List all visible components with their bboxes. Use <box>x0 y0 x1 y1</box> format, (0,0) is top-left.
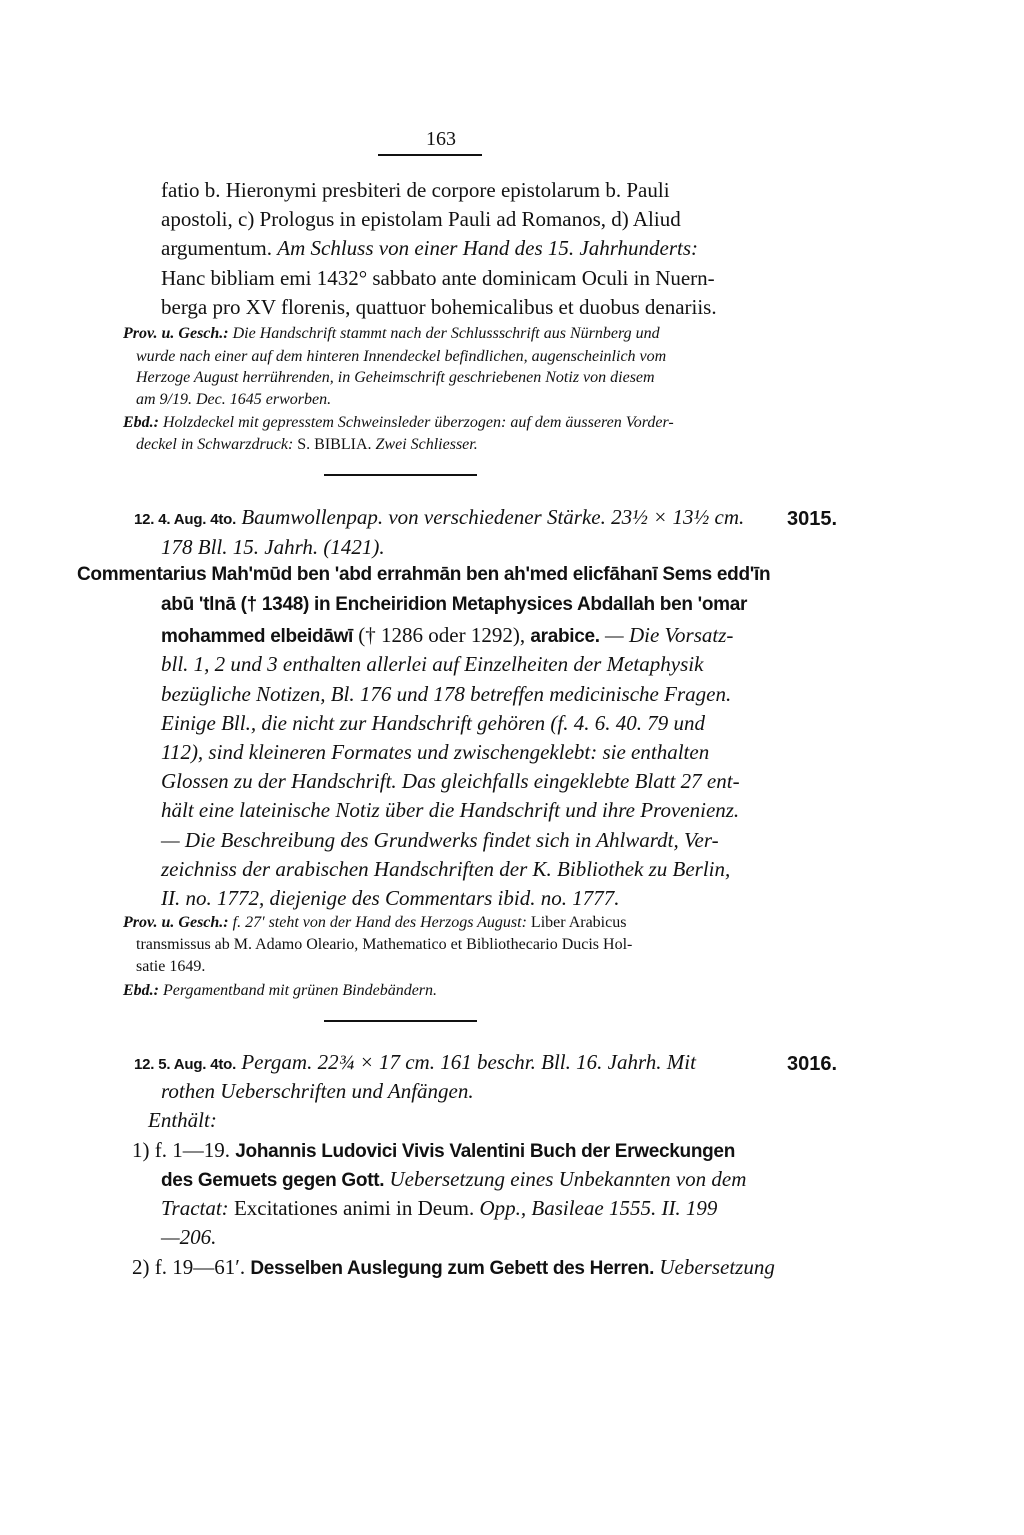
ebd-label: Ebd.: <box>123 414 159 431</box>
italic-line <box>161 652 703 677</box>
italic-line <box>161 769 740 794</box>
item-number: 1) f. 1—19. <box>132 1138 230 1162</box>
prov-note <box>123 914 626 932</box>
body-line: apostoli, c) Prologus in epistolam Pauli ad Romanos, d) Aliud <box>161 207 681 231</box>
description: Pergam. 22¾ × 17 cm. 161 beschr. Bll. 16. Jahrh. Mit <box>241 1050 696 1074</box>
work-title: arabice. <box>530 626 600 647</box>
italic-text: Enthält: <box>148 1108 217 1132</box>
item-line <box>161 1167 746 1192</box>
italic-text: Opp., Basileae 1555. II. 199 <box>479 1196 718 1220</box>
section-divider <box>324 474 477 476</box>
ebd-text: Pergamentband mit grünen Bindebändern. <box>163 982 438 999</box>
description: rothen Ueberschriften und Anfängen. <box>161 1079 474 1103</box>
ebd-text: deckel in Schwarzdruck: <box>136 436 294 453</box>
prov-label: Prov. u. Gesch.: <box>123 914 229 931</box>
italic-line <box>161 711 705 736</box>
italic-text: — Die Vorsatz- <box>605 623 734 647</box>
italic-text: Am Schluss von einer Hand des 15. Jahrhunderts: <box>277 236 698 260</box>
italic-line <box>161 886 619 911</box>
work-title: mohammed elbeidāwī <box>161 626 354 647</box>
ebd-note <box>123 414 674 432</box>
work-title: abū 'tlnā († 1348) in Encheiridion Metaphysices Abdallah ben 'omar <box>161 594 748 615</box>
item-line <box>161 1225 216 1250</box>
italic-text: —206. <box>161 1225 217 1249</box>
prov-note-line: transmissus ab M. Adamo Oleario, Mathematico et Bibliothecario Ducis Hol- <box>136 936 633 953</box>
italic-text: Glossen zu der Handschrift. Das gleichfalls eingeklebte Blatt 27 ent- <box>161 769 740 793</box>
prov-note-line: Herzoge August herrührenden, in Geheimschrift geschriebenen Notiz von diesem <box>136 369 655 386</box>
entry-number: 3016. <box>787 1053 838 1075</box>
body-line: fatio b. Hieronymi presbiteri de corpore epistolarum b. Pauli <box>161 178 670 202</box>
italic-text: Uebersetzung eines Unbekannten von dem <box>389 1167 747 1191</box>
ebd-text: Holzdeckel mit gepresstem Schweinsleder überzogen: auf dem äusseren Vorder- <box>163 414 674 431</box>
shelf-mark: 12. 5. Aug. 4to. <box>134 1056 237 1073</box>
prov-note <box>123 325 660 343</box>
italic-text: Tractat: <box>161 1196 229 1220</box>
item-number: 2) f. 19—61′. <box>132 1255 246 1279</box>
work-title: des Gemuets gegen Gott. <box>161 1170 385 1191</box>
item-line <box>132 1138 735 1163</box>
ebd-text: Zwei Schliesser. <box>375 436 478 453</box>
entry-number: 3015. <box>787 508 838 530</box>
description-line <box>161 535 385 560</box>
entry-3015-header <box>134 505 744 530</box>
title-line <box>161 623 733 648</box>
item-line <box>132 1255 775 1280</box>
italic-text: zeichniss der arabischen Handschriften der K. Bibliothek zu Berlin, <box>161 857 731 881</box>
body-text: († 1286 oder 1292), <box>358 623 526 647</box>
body-text: argumentum. <box>161 236 273 260</box>
prov-text-roman: Liber Arabicus <box>530 914 627 931</box>
italic-line <box>161 828 719 853</box>
description: 178 Bll. 15. Jahrh. (1421). <box>161 535 385 559</box>
section-divider <box>324 1020 477 1022</box>
ebd-label: Ebd.: <box>123 982 159 999</box>
body-text: Excitationes animi in Deum. <box>233 1196 475 1220</box>
title-line <box>77 564 770 586</box>
italic-line <box>161 682 731 707</box>
ebd-note-line <box>136 436 478 454</box>
work-title: Desselben Auslegung zum Gebett des Herren. <box>250 1258 655 1279</box>
page-number-rule <box>378 154 482 156</box>
prov-label: Prov. u. Gesch.: <box>123 325 229 342</box>
work-title: Commentarius Mah'mūd ben 'abd errahmān ben ah'med elicfāhanī Sems edd'īn <box>77 564 771 585</box>
italic-text: 112), sind kleineren Formates und zwischengeklebt: sie enthalten <box>161 740 710 764</box>
prov-text: Die Handschrift stammt nach der Schlussschrift aus Nürnberg und <box>232 325 660 342</box>
italic-text: hält eine lateinische Notiz über die Handschrift und ihre Provenienz. <box>161 798 740 822</box>
description-line <box>161 1079 474 1104</box>
italic-line <box>161 798 739 823</box>
prov-note-line: am 9/19. Dec. 1645 erworben. <box>136 391 332 408</box>
italic-line <box>161 857 730 882</box>
italic-line <box>161 740 709 765</box>
italic-text: bezügliche Notizen, Bl. 176 und 178 betreffen medicinische Fragen. <box>161 682 732 706</box>
prov-text: f. 27′ steht von der Hand des Herzogs August: <box>232 914 527 931</box>
shelf-mark: 12. 4. Aug. 4to. <box>134 511 237 528</box>
description: Baumwollenpap. von verschiedener Stärke. 23½ × 13½ cm. <box>241 505 745 529</box>
body-line: berga pro XV florenis, quattuor bohemicalibus et duobus denariis. <box>161 295 717 319</box>
italic-text: Uebersetzung <box>659 1255 775 1279</box>
italic-text: — Die Beschreibung des Grundwerks findet sich in Ahlwardt, Ver- <box>161 828 719 852</box>
entry-3016-header <box>134 1050 696 1075</box>
italic-text: bll. 1, 2 und 3 enthalten allerlei auf Einzelheiten der Metaphysik <box>161 652 704 676</box>
ebd-text-roman: S. BIBLIA. <box>297 436 372 453</box>
item-line <box>161 1196 717 1221</box>
body-line <box>161 236 698 261</box>
contains-label <box>148 1108 217 1133</box>
italic-text: Einige Bll., die nicht zur Handschrift gehören (f. 4. 6. 40. 79 und <box>161 711 706 735</box>
prov-note-line: satie 1649. <box>136 958 206 975</box>
work-title: Johannis Ludovici Vivis Valentini Buch der Erweckungen <box>235 1141 736 1162</box>
body-line: Hanc bibliam emi 1432° sabbato ante dominicam Oculi in Nuern- <box>161 266 715 290</box>
italic-text: II. no. 1772, diejenige des Commentars ibid. no. 1777. <box>161 886 620 910</box>
ebd-note <box>123 982 437 1000</box>
page-number: 163 <box>426 128 456 150</box>
title-line <box>161 594 747 616</box>
prov-note-line: wurde nach einer auf dem hinteren Innendeckel befindlichen, augenscheinlich vom <box>136 348 667 365</box>
